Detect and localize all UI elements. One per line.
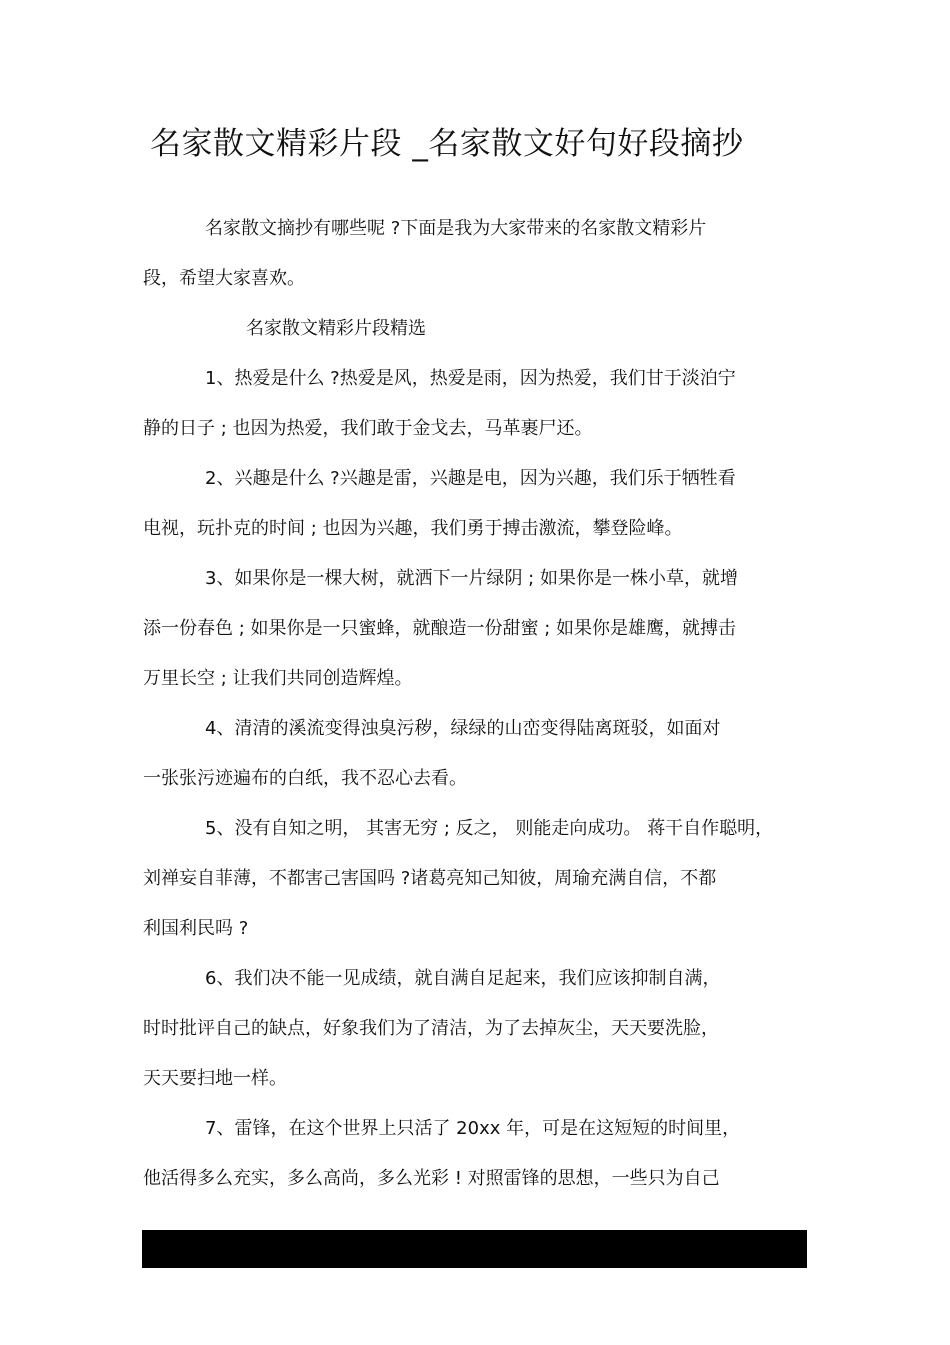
paragraph-line: 时时批评自己的缺点，好象我们为了清洁，为了去掉灰尘，天天要洗脸， (143, 1018, 719, 1039)
paragraph-line: 5、没有自知之明， 其害无穷 ; 反之， 则能走向成功。 蒋干自作聪明， (205, 818, 774, 839)
paragraph-line: 6、我们决不能一见成绩，就自满自足起来，我们应该抑制自满， (205, 968, 721, 989)
paragraph-line: 1、热爱是什么 ?热爱是风，热爱是雨，因为热爱，我们甘于淡泊宁 (205, 368, 736, 389)
paragraph-line: 万里长空 ; 让我们共同创造辉煌。 (143, 668, 413, 689)
paragraph-line: 一张张污迹遍布的白纸，我不忍心去看。 (143, 768, 467, 789)
paragraph-line: 添一份春色 ; 如果你是一只蜜蜂，就酿造一份甜蜜 ; 如果你是雄鹰，就搏击 (143, 618, 737, 639)
paragraph-line: 3、如果你是一棵大树，就洒下一片绿阴 ; 如果你是一株小草，就增 (205, 568, 738, 589)
document-title: 名家散文精彩片段 _名家散文好句好段摘抄 (150, 126, 744, 162)
paragraph-line: 利国利民吗 ? (143, 918, 249, 939)
footer-bar (142, 1230, 807, 1268)
paragraph-line: 静的日子 ; 也因为热爱，我们敢于金戈去，马革裹尸还。 (143, 418, 593, 439)
paragraph-line: 刘禅妄自菲薄，不都害己害国吗 ?诸葛亮知己知彼，周瑜充满自信，不都 (143, 868, 717, 889)
paragraph-line: 2、兴趣是什么 ?兴趣是雷，兴趣是电，因为兴趣，我们乐于牺牲看 (205, 468, 736, 489)
paragraph-line: 名家散文摘抄有哪些呢 ?下面是我为大家带来的名家散文精彩片 (205, 218, 707, 239)
paragraph-line: 电视，玩扑克的时间 ; 也因为兴趣，我们勇于搏击激流，攀登险峰。 (143, 518, 683, 539)
section-heading: 名家散文精彩片段精选 (246, 318, 426, 339)
paragraph-line: 天天要扫地一样。 (143, 1068, 287, 1089)
paragraph-line: 他活得多么充实，多么高尚，多么光彩 ! 对照雷锋的思想，一些只为自己 (143, 1168, 720, 1189)
paragraph-line: 7、雷锋，在这个世界上只活了 20xx 年，可是在这短短的时间里， (205, 1118, 741, 1139)
paragraph-line: 4、清清的溪流变得浊臭污秽，绿绿的山峦变得陆离斑驳，如面对 (205, 718, 721, 739)
paragraph-line: 段，希望大家喜欢。 (143, 268, 305, 289)
